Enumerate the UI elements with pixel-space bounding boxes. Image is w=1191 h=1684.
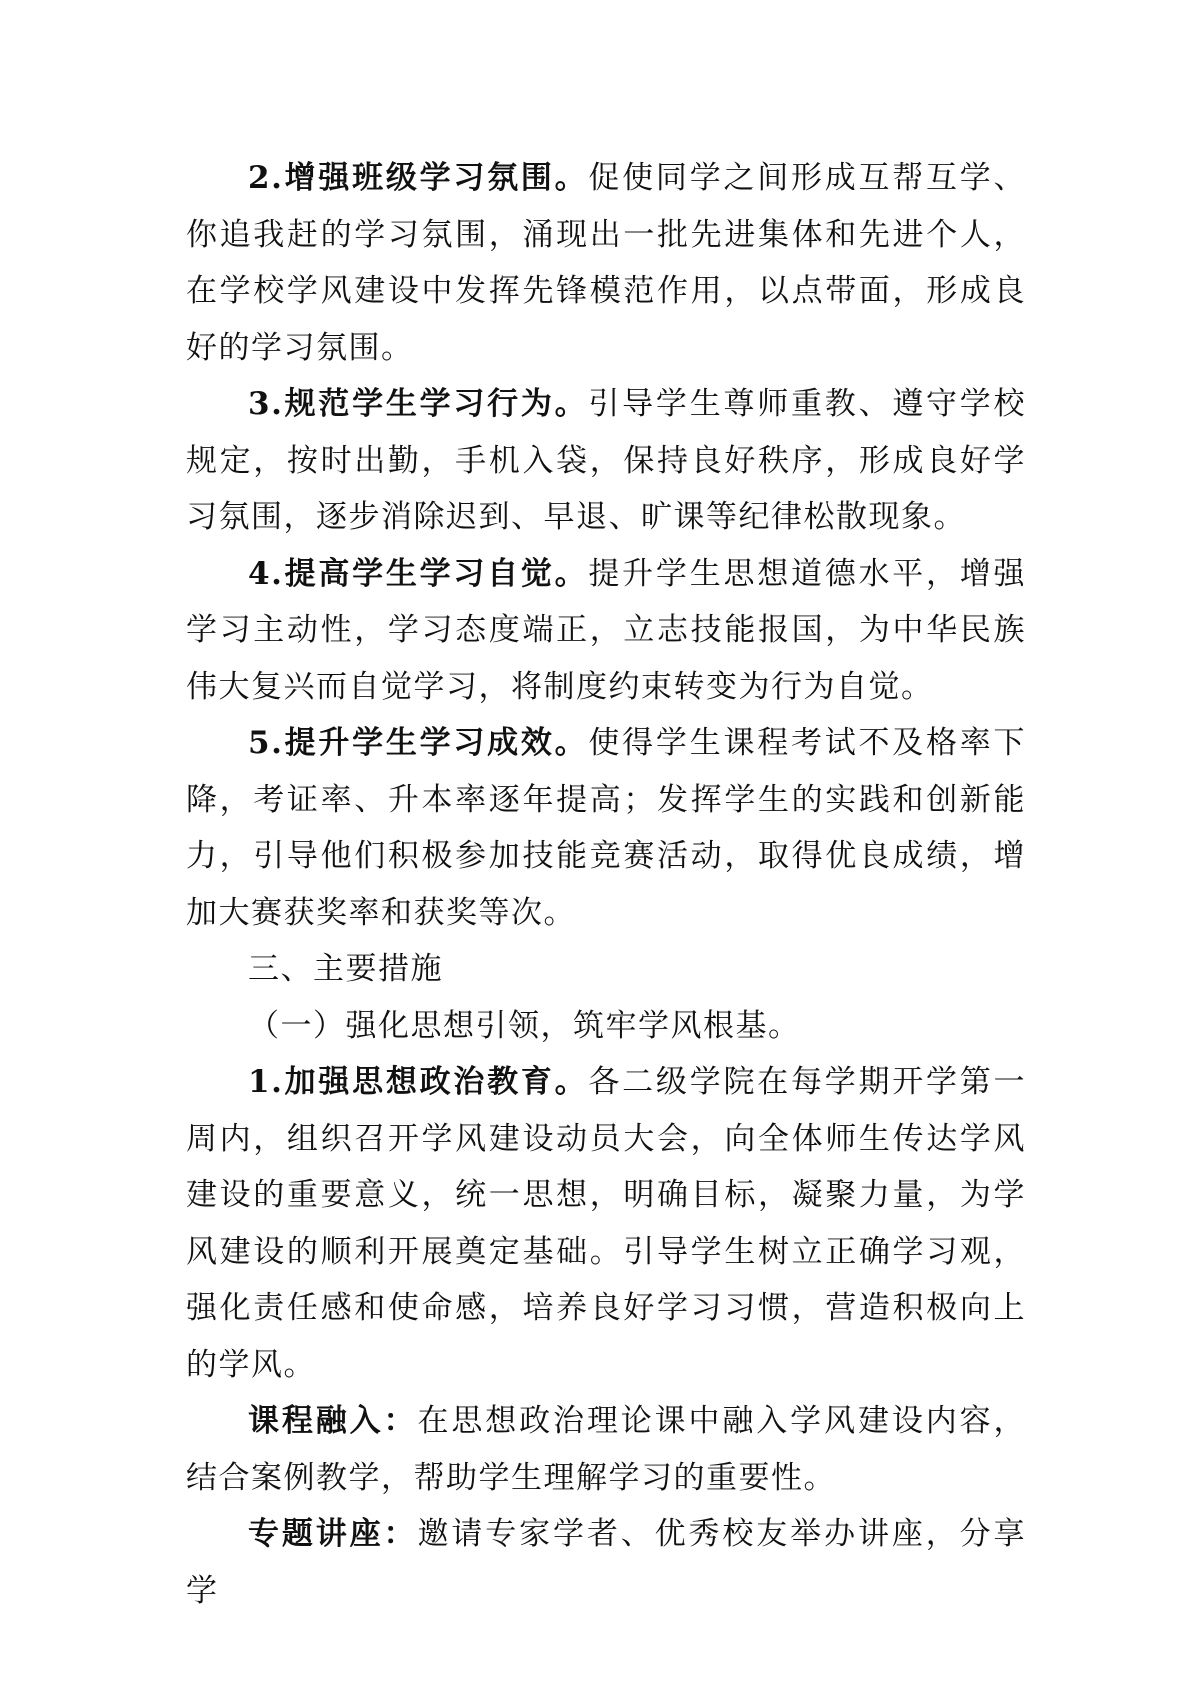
paragraph-text: 各二级学院在每学期开学第一周内，组织召开学风建设动员大会，向全体师生传达学风建设的重要意义，统一思想，明确目标，凝聚力量，为学风建设的顺利开展奠定基础。引导学生树立正确学习观，强化责任感和使命感，培养良好学习习惯，营造积极向上的学风。: [186, 1064, 1026, 1383]
section-heading: 三、主要措施: [248, 951, 443, 987]
paragraph-text: 促使同学之间形成互帮互学、你追我赶的学习氛围，涌现出一批先进集体和先进个人，在学校学风建设中发挥先锋模范作用，以点带面，形成良好的学习氛围。: [186, 160, 1026, 366]
paragraph-text: 在思想政治理论课中融入学风建设内容，结合案例教学，帮助学生理解学习的重要性。: [186, 1403, 1027, 1496]
goal-paragraph-2: [186, 150, 1026, 376]
paragraph-text: 引导学生尊师重教、遵守学校规定，按时出勤，手机入袋，保持良好秩序，形成良好学习氛围，逐步消除迟到、早退、旷课等纪律松散现象。: [186, 386, 1026, 535]
goal-paragraph-5: [186, 715, 1026, 941]
paragraph-lead: 课程融入：: [248, 1403, 418, 1439]
paragraph-lead: 2.增强班级学习氛围。: [248, 160, 589, 196]
subsection-heading: （一）强化思想引领，筑牢学风根基。: [248, 1007, 801, 1044]
measure-special-lectures: [186, 1506, 1026, 1619]
measure-course-integration: [186, 1393, 1026, 1506]
goal-paragraph-4: [186, 546, 1026, 716]
paragraph-lead: 3.规范学生学习行为。: [248, 386, 589, 422]
document-body: [186, 150, 1026, 1619]
paragraph-lead: 5.提升学生学习成效。: [248, 725, 589, 761]
paragraph-lead: 专题讲座：: [248, 1516, 418, 1552]
paragraph-text: 提升学生思想道德水平，增强学习主动性，学习态度端正，立志技能报国，为中华民族伟大复兴而自觉学习，将制度约束转变为行为自觉。: [186, 555, 1026, 705]
paragraph-lead: 4.提高学生学习自觉。: [248, 555, 589, 592]
paragraph-lead: 1.加强思想政治教育。: [248, 1064, 589, 1100]
measure-paragraph-1: [186, 1054, 1026, 1393]
paragraph-text: 邀请专家学者、优秀校友举办讲座，分享学: [186, 1516, 1027, 1609]
paragraph-text: 使得学生课程考试不及格率下降，考证率、升本率逐年提高；发挥学生的实践和创新能力，引导他们积极参加技能竞赛活动，取得优良成绩，增加大赛获奖率和获奖等次。: [186, 725, 1026, 931]
goal-paragraph-3: [186, 376, 1026, 546]
